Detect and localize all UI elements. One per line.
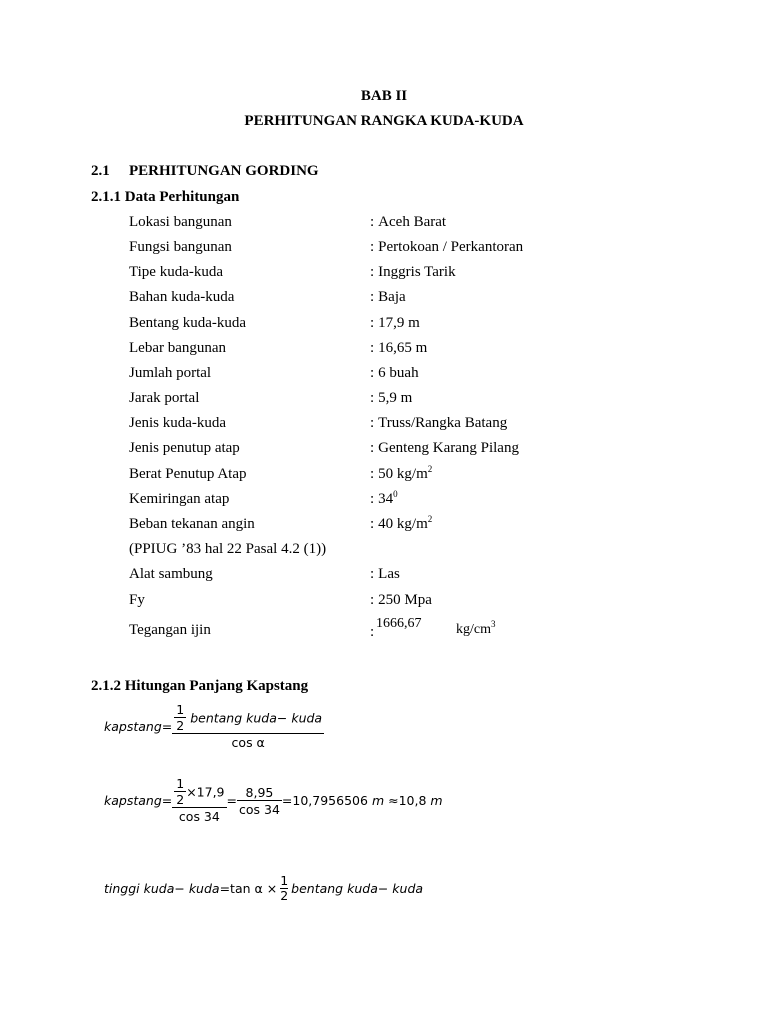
row-label: Bahan kuda-kuda xyxy=(129,289,235,305)
row-label: Jumlah portal xyxy=(129,365,212,381)
data-row xyxy=(0,239,768,261)
row-label: Beban tekanan angin xyxy=(129,516,255,532)
tegangan-unit: $kg/cm^3$ xyxy=(456,619,496,637)
row-label: Tegangan ijin xyxy=(129,622,211,638)
row-value: : 250 Mpa xyxy=(370,592,432,608)
tegangan-value: 1666,67 xyxy=(376,616,422,631)
data-row xyxy=(0,315,768,337)
data-row xyxy=(0,415,768,437)
row-value: : Genteng Karang Pilang xyxy=(370,440,519,456)
formula-kapstang-value: kapstang= $\frac{1}{2}$ ×17,9 cos 34 = $\frac{8,95}{\cos 34}$ =10,7956506 m ≈10,8 m xyxy=(104,776,443,824)
data-row xyxy=(0,365,768,387)
data-row xyxy=(0,466,768,488)
row-label: Alat sambung xyxy=(129,566,213,582)
row-label: Fungsi bangunan xyxy=(129,239,232,255)
row-value: : 50 $kg/m^2$ xyxy=(370,464,433,482)
data-row xyxy=(0,390,768,412)
data-row xyxy=(0,289,768,311)
data-row xyxy=(0,440,768,462)
formula-kapstang-general: kapstang= $\frac{1}{2}$ bentang kuda− kuda cos α xyxy=(104,702,323,750)
chapter-title: PERHITUNGAN RANGKA KUDA-KUDA xyxy=(244,113,524,129)
section-title: PERHITUNGAN GORDING xyxy=(129,163,319,179)
row-label: Jenis penutup atap xyxy=(129,440,240,456)
row-value: : 16,65 m xyxy=(370,340,428,356)
row-label: Bentang kuda-kuda xyxy=(129,315,247,331)
data-row xyxy=(0,592,768,614)
chapter-number: BAB II xyxy=(360,88,408,104)
row-value: : Pertokoan / Perkantoran xyxy=(370,239,524,255)
data-row xyxy=(0,566,768,588)
row-value: : Aceh Barat xyxy=(370,214,447,230)
data-row xyxy=(0,340,768,362)
row-label: Kemiringan atap xyxy=(129,491,230,507)
row-value: : Las xyxy=(370,566,400,582)
row-colon: : xyxy=(370,624,375,640)
data-row xyxy=(0,264,768,286)
row-value: : 17,9 m xyxy=(370,315,420,331)
row-label: Fy xyxy=(129,592,145,608)
row-label: Lokasi bangunan xyxy=(129,214,232,230)
formula-tinggi-kuda-kuda: tinggi kuda− kuda=tan α × $\frac{1}{2}$ bentang kuda− kuda xyxy=(104,873,424,903)
row-value: : Inggris Tarik xyxy=(370,264,456,280)
data-row xyxy=(0,491,768,513)
data-row xyxy=(0,516,768,538)
row-value: : 5,9 m xyxy=(370,390,413,406)
row-label: Tipe kuda-kuda xyxy=(129,264,224,280)
row-value: : Baja xyxy=(370,289,406,305)
row-value: : 6 buah xyxy=(370,365,419,381)
row-value: : 40 $kg/m^2$ xyxy=(370,514,433,532)
section-2-1-2-heading: 2.1.2 Hitungan Panjang Kapstang xyxy=(91,678,309,694)
row-value: : Truss/Rangka Batang xyxy=(370,415,508,431)
row-label: Jarak portal xyxy=(129,390,200,406)
row-label: Berat Penutup Atap xyxy=(129,466,247,482)
row-label: Lebar bangunan xyxy=(129,340,227,356)
section-2-1-1-heading: 2.1.1 Data Perhitungan xyxy=(91,189,240,205)
section-number: 2.1 xyxy=(91,163,110,179)
section-2-1-heading xyxy=(91,163,319,180)
row-label: Jenis kuda-kuda xyxy=(129,415,227,431)
tegangan-row xyxy=(0,616,768,644)
data-row xyxy=(0,214,768,236)
row-value: : $34^0$ xyxy=(370,489,398,507)
ppiug-note: (PPIUG ’83 hal 22 Pasal 4.2 (1)) xyxy=(129,541,327,557)
